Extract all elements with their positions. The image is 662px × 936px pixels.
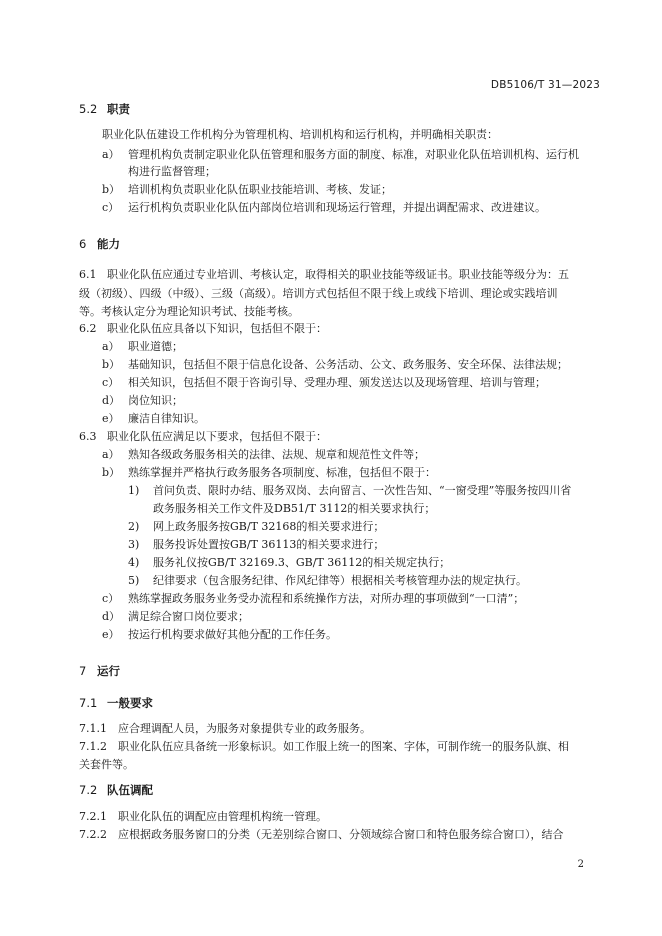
list-item-text: 岗位知识； bbox=[128, 394, 183, 407]
list-item-text: 基础知识，包括但不限于信息化设备、公务活动、公文、政务服务、安全环保、法律法规； bbox=[128, 358, 568, 371]
list-item-text: 运行机构负责职业化队伍内部岗位培训和现场运行管理，并提出调配需求、改进建议。 bbox=[128, 201, 546, 214]
page-number: 2 bbox=[577, 859, 584, 870]
section-number: 7 bbox=[79, 664, 87, 678]
paragraph-text: 等。考核认定分为理论知识考试、技能考核。 bbox=[79, 305, 299, 318]
paragraph-text: 职业化队伍应具备统一形象标识。如工作服上统一的图案、字体，可制作统一的服务队旗、相 bbox=[118, 740, 569, 753]
sub-list-marker: 4) bbox=[128, 556, 140, 569]
sub-list-item-text: 网上政务服务按GB/T 32168的相关要求进行； bbox=[153, 520, 385, 533]
section-title: 职责 bbox=[107, 102, 130, 116]
paragraph-text: 应合理调配人员，为服务对象提供专业的政务服务。 bbox=[118, 722, 371, 735]
list-item-text: 熟练掌握并严格执行政务服务各项制度、标准，包括但不限于： bbox=[128, 466, 436, 479]
paragraph-text: 应根据政务服务窗口的分类（无差别综合窗口、分领域综合窗口和特色服务综合窗口），结合 bbox=[118, 828, 564, 841]
list-marker: d） bbox=[102, 610, 121, 623]
section-5-2-heading bbox=[79, 101, 130, 117]
paragraph-text: 关套件等。 bbox=[79, 758, 134, 771]
list-marker: c） bbox=[102, 201, 120, 214]
section-7-heading bbox=[79, 663, 120, 679]
list-marker: b） bbox=[102, 183, 121, 196]
paragraph-text: 职业化队伍应具备以下知识，包括但不限于： bbox=[107, 322, 327, 335]
clause-number: 6.1 bbox=[79, 268, 97, 281]
document-code-header: DB5106/T 31—2023 bbox=[490, 79, 600, 91]
list-item-text: 廉洁自律知识。 bbox=[128, 412, 205, 425]
sub-list-item-text: 首问负责、限时办结、服务双岗、去向留言、一次性告知、“一窗受理”等服务按四川省 bbox=[153, 484, 572, 497]
paragraph-text: 职业化队伍应满足以下要求，包括但不限于： bbox=[107, 430, 327, 443]
sub-list-item-text: 纪律要求（包含服务纪律、作风纪律等）根据相关考核管理办法的规定执行。 bbox=[153, 574, 527, 587]
sub-list-marker: 2) bbox=[128, 520, 140, 533]
clause-number: 6.3 bbox=[79, 430, 97, 443]
paragraph-text: 级（初级）、四级（中级）、三级（高级）。培训方式包括但不限于线上或线下培训、理论或实践培训 bbox=[79, 287, 558, 300]
list-item-text: 相关知识，包括但不限于咨询引导、受理办理、颁发送达以及现场管理、培训与管理； bbox=[128, 376, 546, 389]
sub-list-item-text: 政务服务相关工作文件及DB51/T 3112的相关要求执行； bbox=[153, 502, 436, 515]
section-5-2-intro: 职业化队伍建设工作机构分为管理机构、培训机构和运行机构，并明确相关职责： bbox=[102, 128, 498, 141]
section-title: 队伍调配 bbox=[107, 783, 153, 797]
paragraph-text: 职业化队伍的调配应由管理机构统一管理。 bbox=[118, 810, 327, 823]
section-number: 7.1 bbox=[79, 696, 98, 710]
paragraph-text: 职业化队伍应通过专业培训、考核认定，取得相关的职业技能等级证书。职业技能等级分为：五 bbox=[107, 268, 569, 281]
list-marker: b） bbox=[102, 466, 121, 479]
list-item-text: 按运行机构要求做好其他分配的工作任务。 bbox=[128, 628, 337, 641]
list-item-text: 满足综合窗口岗位要求； bbox=[128, 610, 249, 623]
section-number: 6 bbox=[79, 237, 87, 251]
list-marker: a） bbox=[102, 340, 120, 353]
clause-number: 7.1.2 bbox=[79, 740, 107, 753]
list-marker: a） bbox=[102, 148, 120, 161]
list-marker: c） bbox=[102, 592, 120, 605]
section-title: 能力 bbox=[97, 237, 120, 251]
section-7-2-heading bbox=[79, 782, 153, 798]
list-item-text: 熟练掌握政务服务业务受办流程和系统操作方法，对所办理的事项做到“一口清”； bbox=[128, 592, 525, 605]
list-marker: e） bbox=[102, 412, 120, 425]
clause-number: 6.2 bbox=[79, 322, 97, 335]
list-item-text: 熟知各级政务服务相关的法律、法规、规章和规范性文件等； bbox=[128, 448, 425, 461]
sub-list-marker: 5) bbox=[128, 574, 140, 587]
sub-list-marker: 3) bbox=[128, 538, 140, 551]
section-number: 7.2 bbox=[79, 783, 98, 797]
sub-list-item-text: 服务投诉处置按GB/T 36113的相关要求进行； bbox=[153, 538, 385, 551]
clause-number: 7.1.1 bbox=[79, 722, 107, 735]
clause-number: 7.2.1 bbox=[79, 810, 107, 823]
list-item-text: 培训机构负责职业化队伍职业技能培训、考核、发证； bbox=[128, 183, 392, 196]
list-marker: b） bbox=[102, 358, 121, 371]
list-item-text: 职业道德； bbox=[128, 340, 183, 353]
list-item-text: 管理机构负责制定职业化队伍管理和服务方面的制度、标准，对职业化队伍培训机构、运行机 bbox=[128, 148, 579, 161]
section-6-heading bbox=[79, 236, 120, 252]
clause-number: 7.2.2 bbox=[79, 828, 107, 841]
sub-list-marker: 1) bbox=[128, 484, 140, 497]
list-marker: e） bbox=[102, 628, 120, 641]
section-7-1-heading bbox=[79, 695, 153, 711]
list-item-text: 构进行监督管理； bbox=[128, 165, 216, 178]
sub-list-item-text: 服务礼仪按GB/T 32169.3、GB/T 36112的相关规定执行； bbox=[153, 556, 451, 569]
section-number: 5.2 bbox=[79, 102, 98, 116]
list-marker: d） bbox=[102, 394, 121, 407]
list-marker: c） bbox=[102, 376, 120, 389]
section-title: 运行 bbox=[97, 664, 120, 678]
section-title: 一般要求 bbox=[107, 696, 153, 710]
list-marker: a） bbox=[102, 448, 120, 461]
